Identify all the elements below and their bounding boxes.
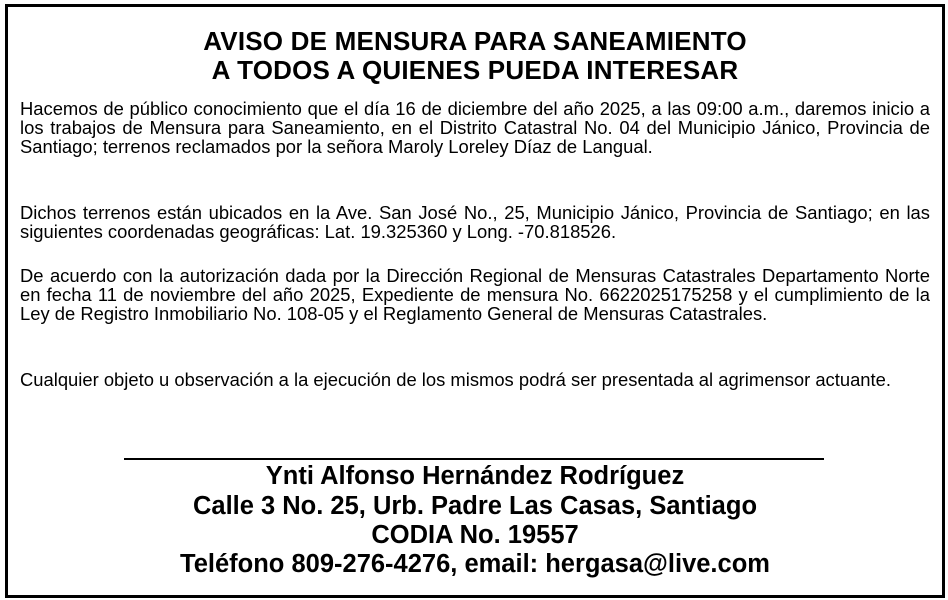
- surveyor-name: Ynti Alfonso Hernández Rodríguez: [265, 462, 685, 490]
- surveyor-address: Calle 3 No. 25, Urb. Padre Las Casas, Santiago: [192, 492, 758, 520]
- notice-title-line-2: A TODOS A QUIENES PUEDA INTERESAR: [211, 55, 739, 85]
- notice-title-line-1: AVISO DE MENSURA PARA SANEAMIENTO: [203, 26, 747, 56]
- signature-line: [124, 458, 824, 460]
- contact-info: Teléfono 809-276-4276, email: hergasa@live.com: [180, 550, 770, 578]
- paragraph-announcement: Hacemos de público conocimiento que el día 16 de diciembre del año 2025, a las 09:00 a.m., daremos inicio a los trabajos de Mensura para Saneamiento, en el Distrito Catastral No. 04 del Municipio Jánico, Provincia de Santiago; terrenos reclamados por la señora Maroly Loreley Díaz de Langual.: [20, 98, 930, 157]
- notice-frame: [5, 4, 945, 598]
- paragraph-objections: Cualquier objeto u observación a la ejecución de los mismos podrá ser presentada al agrimensor actuante.: [20, 369, 891, 390]
- paragraph-location: Dichos terrenos están ubicados en la Ave. San José No., 25, Municipio Jánico, Provincia de Santiago; en las siguientes coordenadas geográficas: Lat. 19.325360 y Long. -70.818526.: [20, 202, 930, 242]
- paragraph-authorization: De acuerdo con la autorización dada por la Dirección Regional de Mensuras Catastrales Departamento Norte en fecha 11 de noviembre del año 2025, Expediente de mensura No. 6622025175258 y el cumplimiento de la Ley de Registro Inmobiliario No. 108-05 y el Reglamento General de Mensuras Catastrales.: [20, 265, 930, 324]
- codia-number: CODIA No. 19557: [371, 521, 579, 549]
